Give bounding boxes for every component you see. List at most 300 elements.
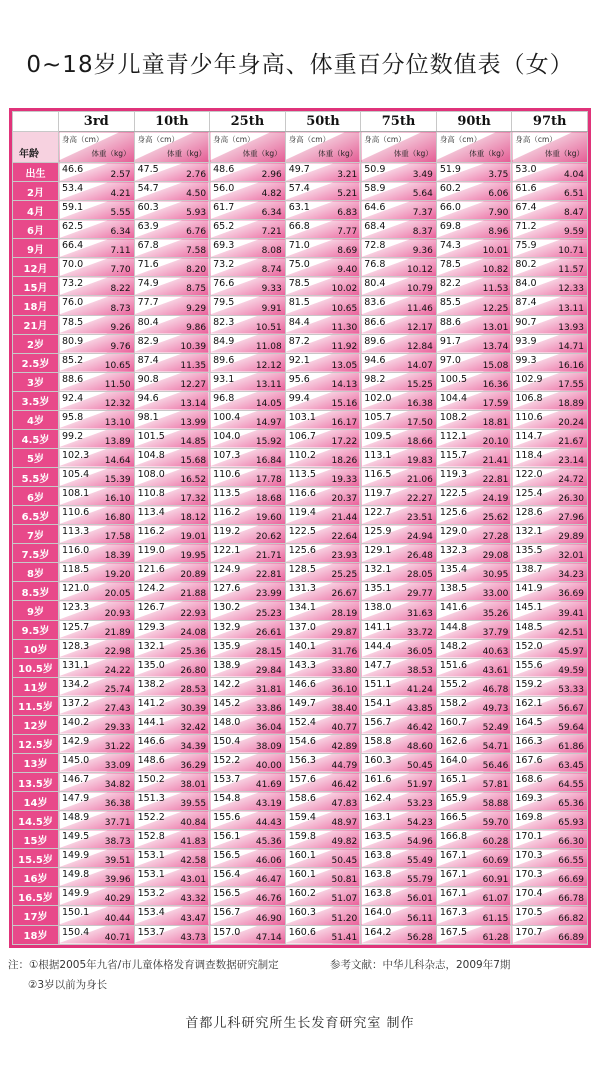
weight-value: 44.79 — [331, 761, 358, 771]
value-cell — [361, 620, 437, 639]
table-row — [13, 525, 588, 544]
weight-value: 59.70 — [482, 818, 509, 829]
value-cell — [361, 792, 437, 811]
weight-value: 6.34 — [110, 227, 131, 238]
height-value: 110.6 — [62, 507, 90, 519]
value-cell — [512, 582, 588, 601]
height-value: 160.1 — [288, 850, 316, 862]
height-value: 160.3 — [288, 907, 316, 919]
weight-label: 体重（kg） — [242, 149, 282, 158]
weight-value: 40.71 — [104, 933, 131, 943]
height-value: 99.3 — [515, 354, 537, 366]
height-value: 170.3 — [515, 869, 543, 881]
value-cell — [210, 830, 286, 849]
weight-value: 10.39 — [180, 341, 207, 352]
value-cell — [59, 868, 135, 887]
age-cell: 5.5岁 — [13, 468, 59, 487]
height-weight-subheader — [361, 132, 437, 163]
height-value: 110.2 — [288, 449, 316, 461]
height-value: 108.1 — [62, 488, 90, 500]
value-cell — [361, 677, 437, 696]
height-value: 116.2 — [213, 507, 241, 519]
weight-value: 9.76 — [110, 341, 131, 352]
value-cell — [361, 925, 437, 945]
height-value: 50.9 — [364, 164, 386, 175]
height-value: 95.8 — [62, 411, 84, 423]
height-value: 150.4 — [213, 735, 241, 747]
height-value: 118.5 — [62, 564, 90, 576]
value-cell — [134, 563, 210, 582]
height-value: 110.8 — [137, 488, 165, 500]
value-cell — [436, 353, 512, 372]
weight-value: 25.23 — [255, 608, 282, 619]
value-cell — [134, 468, 210, 487]
weight-value: 46.42 — [407, 722, 433, 733]
weight-value: 13.74 — [482, 341, 509, 352]
value-cell — [512, 372, 588, 391]
height-value: 160.6 — [288, 926, 316, 938]
height-value: 102.3 — [62, 449, 90, 461]
weight-value: 17.59 — [482, 398, 509, 409]
age-cell: 2岁 — [13, 334, 59, 353]
weight-value: 3.75 — [488, 170, 509, 181]
weight-value: 23.51 — [407, 513, 433, 524]
value-cell — [210, 315, 286, 334]
weight-value: 57.81 — [482, 780, 509, 791]
height-value: 155.2 — [439, 678, 468, 690]
height-value: 121.6 — [137, 564, 165, 576]
value-cell — [59, 620, 135, 639]
value-cell — [59, 429, 135, 448]
weight-value: 29.89 — [558, 532, 584, 543]
weight-value: 28.19 — [331, 608, 358, 619]
height-value: 91.7 — [439, 335, 461, 347]
height-value: 162.6 — [439, 735, 468, 747]
value-cell — [512, 849, 588, 868]
value-cell — [285, 239, 361, 258]
height-value: 160.7 — [439, 716, 468, 728]
weight-value: 12.32 — [104, 398, 131, 409]
weight-value: 40.00 — [255, 761, 282, 771]
weight-value: 46.90 — [255, 913, 282, 924]
value-cell — [512, 353, 588, 372]
weight-value: 23.14 — [558, 456, 584, 466]
value-cell — [436, 296, 512, 315]
weight-value: 61.15 — [482, 913, 509, 924]
value-cell — [59, 792, 135, 811]
value-cell — [512, 239, 588, 258]
height-value: 116.2 — [137, 526, 165, 538]
weight-label: 体重（kg） — [91, 149, 131, 158]
height-value: 158.6 — [288, 793, 316, 805]
weight-value: 43.85 — [407, 703, 433, 714]
height-value: 141.2 — [137, 697, 165, 709]
height-value: 151.1 — [364, 678, 392, 690]
weight-value: 20.62 — [255, 532, 282, 543]
height-value: 149.8 — [62, 869, 90, 881]
weight-value: 43.61 — [482, 665, 509, 676]
height-value: 130.2 — [213, 602, 241, 614]
table-row — [13, 773, 588, 792]
height-value: 125.9 — [364, 526, 392, 538]
weight-value: 4.21 — [110, 189, 131, 200]
height-value: 94.6 — [137, 392, 159, 404]
height-label: 身高（cm） — [364, 135, 406, 144]
weight-value: 66.89 — [558, 933, 584, 943]
value-cell — [512, 887, 588, 906]
age-cell: 6.5岁 — [13, 506, 59, 525]
value-cell — [436, 506, 512, 525]
height-value: 87.4 — [137, 354, 159, 366]
height-value: 141.1 — [364, 621, 392, 633]
value-cell — [59, 639, 135, 658]
value-cell — [59, 296, 135, 315]
value-cell — [512, 811, 588, 830]
value-cell — [361, 696, 437, 715]
height-value: 74.9 — [137, 278, 159, 290]
value-cell — [436, 334, 512, 353]
value-cell — [210, 487, 286, 506]
weight-value: 18.89 — [558, 398, 584, 409]
height-value: 163.5 — [364, 831, 392, 843]
height-value: 168.6 — [515, 774, 543, 785]
value-cell — [59, 525, 135, 544]
notes — [8, 955, 598, 995]
weight-value: 56.01 — [407, 894, 433, 905]
value-cell — [59, 334, 135, 353]
weight-value: 6.34 — [261, 208, 282, 219]
height-value: 158.2 — [439, 697, 468, 709]
height-value: 149.9 — [62, 850, 90, 862]
height-value: 135.9 — [213, 640, 241, 652]
weight-value: 15.08 — [482, 360, 509, 371]
value-cell — [134, 696, 210, 715]
height-value: 137.2 — [62, 697, 90, 709]
weight-value: 9.86 — [186, 322, 207, 333]
height-value: 71.6 — [137, 259, 159, 271]
value-cell — [134, 525, 210, 544]
height-value: 144.1 — [137, 716, 165, 728]
weight-value: 16.80 — [104, 513, 131, 524]
weight-value: 5.21 — [337, 189, 358, 200]
weight-value: 14.05 — [255, 398, 282, 409]
value-cell — [436, 410, 512, 429]
height-value: 112.1 — [439, 430, 468, 442]
weight-value: 31.63 — [407, 608, 433, 619]
value-cell — [361, 734, 437, 753]
value-cell — [361, 353, 437, 372]
height-value: 165.1 — [439, 774, 468, 785]
value-cell — [134, 906, 210, 925]
value-cell — [134, 391, 210, 410]
height-label: 身高（cm） — [137, 135, 179, 144]
value-cell — [512, 448, 588, 467]
weight-value: 46.78 — [482, 684, 509, 695]
weight-value: 36.10 — [331, 684, 358, 695]
height-value: 124.2 — [137, 583, 165, 595]
value-cell — [59, 353, 135, 372]
age-cell: 6月 — [13, 220, 59, 239]
corner-cell — [13, 112, 59, 132]
height-value: 54.7 — [137, 183, 159, 195]
height-value: 61.7 — [213, 202, 235, 214]
value-cell — [134, 830, 210, 849]
value-cell — [210, 506, 286, 525]
height-value: 125.6 — [288, 545, 316, 557]
weight-value: 36.05 — [407, 646, 433, 657]
weight-value: 22.81 — [482, 475, 509, 486]
height-value: 78.5 — [288, 278, 310, 290]
value-cell — [210, 868, 286, 887]
value-cell — [134, 182, 210, 201]
value-cell — [436, 258, 512, 277]
value-cell — [512, 182, 588, 201]
weight-value: 4.04 — [563, 170, 584, 181]
value-cell — [210, 658, 286, 677]
age-cell: 17岁 — [13, 906, 59, 925]
weight-value: 39.55 — [180, 799, 207, 810]
weight-value: 7.58 — [186, 246, 207, 257]
weight-value: 20.37 — [331, 494, 358, 505]
table-row — [13, 391, 588, 410]
height-value: 122.5 — [288, 526, 316, 538]
value-cell — [210, 906, 286, 925]
value-cell — [512, 410, 588, 429]
weight-value: 60.91 — [482, 875, 509, 886]
value-cell — [436, 182, 512, 201]
height-value: 119.7 — [364, 488, 392, 500]
age-cell: 13岁 — [13, 753, 59, 772]
height-value: 96.8 — [213, 392, 235, 404]
value-cell — [134, 601, 210, 620]
height-value: 155.6 — [213, 812, 241, 824]
weight-value: 8.73 — [110, 303, 131, 314]
weight-value: 34.82 — [104, 780, 131, 791]
weight-value: 21.71 — [255, 551, 282, 562]
height-value: 158.8 — [364, 735, 392, 747]
height-value: 165.9 — [439, 793, 468, 805]
weight-value: 28.53 — [180, 684, 207, 695]
height-label: 身高（cm） — [439, 135, 482, 144]
height-value: 160.2 — [288, 888, 316, 900]
height-value: 170.5 — [515, 907, 543, 919]
weight-value: 16.84 — [255, 456, 282, 466]
height-value: 166.8 — [439, 831, 468, 843]
weight-value: 15.25 — [407, 379, 433, 390]
weight-value: 21.06 — [407, 475, 433, 486]
height-value: 150.4 — [62, 926, 90, 938]
weight-value: 48.60 — [407, 741, 433, 752]
height-value: 89.6 — [213, 354, 235, 366]
height-value: 146.6 — [137, 735, 165, 747]
height-value: 163.8 — [364, 850, 392, 862]
value-cell — [134, 925, 210, 945]
value-cell — [436, 620, 512, 639]
value-cell — [285, 334, 361, 353]
value-cell — [210, 677, 286, 696]
value-cell — [210, 620, 286, 639]
weight-value: 56.28 — [407, 933, 433, 943]
table-row — [13, 258, 588, 277]
table-row — [13, 658, 588, 677]
weight-value: 51.07 — [331, 894, 358, 905]
subheader-row — [13, 132, 588, 163]
weight-value: 8.08 — [261, 246, 282, 257]
height-value: 160.1 — [288, 869, 316, 881]
weight-value: 13.14 — [180, 398, 207, 409]
weight-value: 11.46 — [407, 303, 433, 314]
value-cell — [512, 658, 588, 677]
height-value: 106.7 — [288, 430, 316, 442]
height-value: 156.5 — [213, 888, 241, 900]
height-value: 164.5 — [515, 716, 543, 728]
height-value: 85.2 — [62, 354, 84, 366]
weight-value: 16.38 — [407, 398, 433, 409]
table-row — [13, 601, 588, 620]
age-cell: 18月 — [13, 296, 59, 315]
weight-value: 18.68 — [255, 494, 282, 505]
value-cell — [210, 220, 286, 239]
height-value: 163.8 — [364, 888, 392, 900]
height-value: 138.2 — [137, 678, 165, 690]
height-value: 100.5 — [439, 373, 468, 385]
height-value: 70.0 — [62, 259, 84, 271]
height-value: 164.0 — [439, 754, 468, 766]
table-row — [13, 334, 588, 353]
weight-value: 29.84 — [255, 665, 282, 676]
value-cell — [59, 563, 135, 582]
weight-value: 7.11 — [110, 246, 131, 257]
weight-value: 10.02 — [331, 284, 358, 295]
weight-value: 2.57 — [110, 170, 131, 181]
height-value: 122.7 — [364, 507, 392, 519]
table-row — [13, 163, 588, 182]
value-cell — [512, 468, 588, 487]
weight-value: 7.90 — [488, 208, 509, 219]
value-cell — [285, 830, 361, 849]
height-value: 108.0 — [137, 469, 165, 480]
weight-value: 31.22 — [104, 741, 131, 752]
value-cell — [512, 296, 588, 315]
weight-value: 8.75 — [186, 284, 207, 295]
value-cell — [361, 182, 437, 201]
height-value: 141.6 — [439, 602, 468, 614]
age-cell: 3岁 — [13, 372, 59, 391]
weight-value: 14.07 — [407, 360, 433, 371]
height-value: 164.0 — [364, 907, 392, 919]
value-cell — [134, 506, 210, 525]
height-value: 98.1 — [137, 411, 159, 423]
value-cell — [59, 315, 135, 334]
height-value: 75.9 — [515, 240, 537, 252]
value-cell — [361, 544, 437, 563]
value-cell — [285, 487, 361, 506]
value-cell — [512, 506, 588, 525]
value-cell — [134, 620, 210, 639]
height-value: 164.2 — [364, 926, 392, 938]
table-row — [13, 277, 588, 296]
height-value: 170.1 — [515, 831, 543, 843]
height-value: 150.1 — [62, 907, 90, 919]
table-row — [13, 487, 588, 506]
note-2: ②3岁以前为身长 — [28, 979, 108, 991]
value-cell — [361, 773, 437, 792]
weight-value: 11.57 — [558, 265, 584, 276]
weight-value: 8.37 — [412, 227, 433, 238]
table-row — [13, 849, 588, 868]
height-value: 59.1 — [62, 202, 84, 214]
height-value: 135.0 — [137, 659, 165, 671]
height-value: 152.2 — [137, 812, 165, 824]
height-value: 154.1 — [364, 697, 392, 709]
weight-value: 4.82 — [261, 189, 282, 200]
weight-value: 15.16 — [331, 398, 358, 409]
value-cell — [134, 448, 210, 467]
value-cell — [210, 887, 286, 906]
value-cell — [361, 258, 437, 277]
value-cell — [59, 258, 135, 277]
height-value: 135.4 — [439, 564, 468, 576]
weight-value: 13.05 — [331, 360, 358, 371]
weight-value: 2.76 — [186, 170, 207, 181]
height-value: 110.6 — [515, 411, 543, 423]
height-value: 122.0 — [515, 469, 543, 480]
value-cell — [361, 296, 437, 315]
value-cell — [134, 429, 210, 448]
value-cell — [210, 715, 286, 734]
height-value: 67.4 — [515, 202, 537, 214]
age-cell: 4.5岁 — [13, 429, 59, 448]
height-value: 156.7 — [213, 907, 241, 919]
height-value: 162.1 — [515, 697, 543, 709]
value-cell — [436, 525, 512, 544]
age-cell: 13.5岁 — [13, 773, 59, 792]
weight-value: 12.33 — [558, 284, 584, 295]
value-cell — [59, 773, 135, 792]
weight-value: 29.87 — [331, 627, 358, 638]
age-cell: 3.5岁 — [13, 391, 59, 410]
value-cell — [59, 201, 135, 220]
height-value: 153.7 — [213, 774, 241, 785]
age-cell: 16岁 — [13, 868, 59, 887]
value-cell — [285, 296, 361, 315]
height-value: 154.8 — [213, 793, 241, 805]
value-cell — [134, 410, 210, 429]
height-value: 69.3 — [213, 240, 235, 252]
weight-value: 24.94 — [407, 532, 433, 543]
percentile-header: 75th — [361, 112, 437, 132]
height-value: 135.5 — [515, 545, 543, 557]
weight-value: 44.43 — [255, 818, 282, 829]
weight-value: 10.12 — [407, 265, 433, 276]
value-cell — [285, 468, 361, 487]
weight-value: 39.96 — [104, 875, 131, 886]
weight-value: 60.69 — [482, 856, 509, 867]
value-cell — [285, 792, 361, 811]
weight-value: 33.80 — [331, 665, 358, 676]
value-cell — [285, 715, 361, 734]
value-cell — [285, 201, 361, 220]
value-cell — [210, 334, 286, 353]
value-cell — [134, 792, 210, 811]
height-value: 151.6 — [439, 659, 468, 671]
height-value: 73.2 — [213, 259, 235, 271]
value-cell — [285, 734, 361, 753]
value-cell — [361, 448, 437, 467]
weight-label: 体重（kg） — [393, 149, 433, 158]
value-cell — [285, 811, 361, 830]
height-value: 65.2 — [213, 221, 235, 233]
